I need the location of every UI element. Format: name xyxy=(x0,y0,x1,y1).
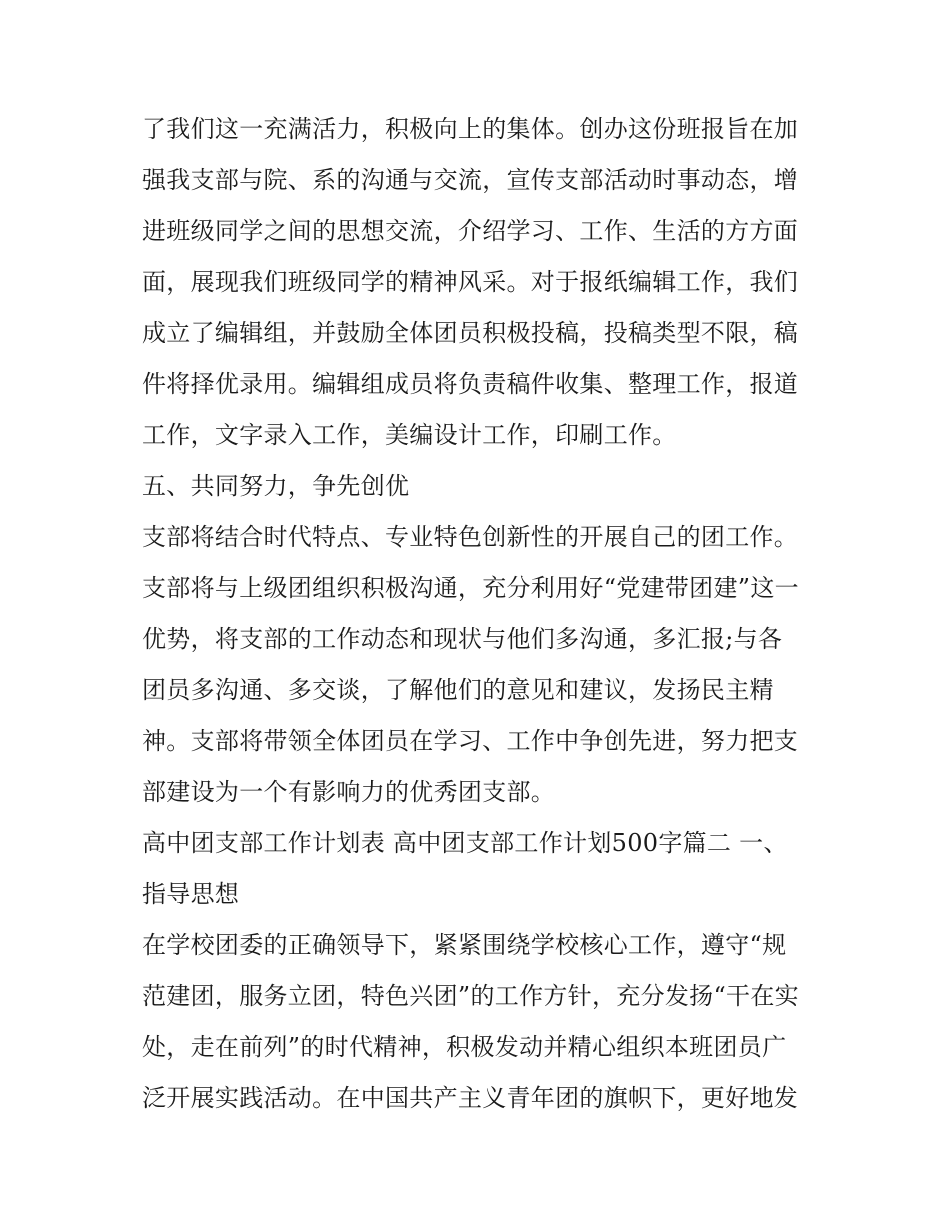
text-line: 工作，文字录入工作，美编设计工作，印刷工作。 xyxy=(142,421,677,449)
text-line: 面，展现我们班级同学的精神风采。对于报纸编辑工作，我们 xyxy=(142,268,799,296)
document-body xyxy=(142,104,822,1124)
text-line: 支部将与上级团组织积极沟通，充分利用好“党建带团建”这一 xyxy=(142,574,799,602)
text-line: 了我们这一充满活力，积极向上的集体。创办这份班报旨在加 xyxy=(142,115,799,143)
text-line: 强我支部与院、系的沟通与交流，宣传支部活动时事动态，增 xyxy=(142,166,799,194)
text-line: 在学校团委的正确领导下，紧紧围绕学校核心工作，遵守“规 xyxy=(142,931,787,959)
section-heading: 指导思想 xyxy=(142,880,240,908)
text-line: 优势，将支部的工作动态和现状与他们多沟通，多汇报;与各 xyxy=(142,625,783,653)
text-line: 部建设为一个有影响力的优秀团支部。 xyxy=(142,778,556,806)
section-heading: 五、共同努力，争先创优 xyxy=(142,472,410,500)
text-line: 件将择优录用。编辑组成员将负责稿件收集、整理工作，报道 xyxy=(142,370,799,398)
text-line: 支部将结合时代特点、专业特色创新性的开展自己的团工作。 xyxy=(142,523,799,551)
text-line: 成立了编辑组，并鼓励全体团员积极投稿，投稿类型不限，稿 xyxy=(142,319,799,347)
section-heading: 高中团支部工作计划表 高中团支部工作计划500字篇二 一、 xyxy=(142,829,788,857)
text-line: 进班级同学之间的思想交流，介绍学习、工作、生活的方方面 xyxy=(142,217,799,245)
text-line: 神。支部将带领全体团员在学习、工作中争创先进，努力把支 xyxy=(142,727,799,755)
text-line: 范建团，服务立团，特色兴团”的工作方针，充分发扬“干在实 xyxy=(142,982,799,1010)
text-line: 团员多沟通、多交谈，了解他们的意见和建议，发扬民主精 xyxy=(142,676,774,704)
text-line: 处，走在前列”的时代精神，积极发动并精心组织本班团员广 xyxy=(142,1033,787,1061)
text-line: 泛开展实践活动。在中国共产主义青年团的旗帜下，更好地发 xyxy=(142,1084,799,1112)
